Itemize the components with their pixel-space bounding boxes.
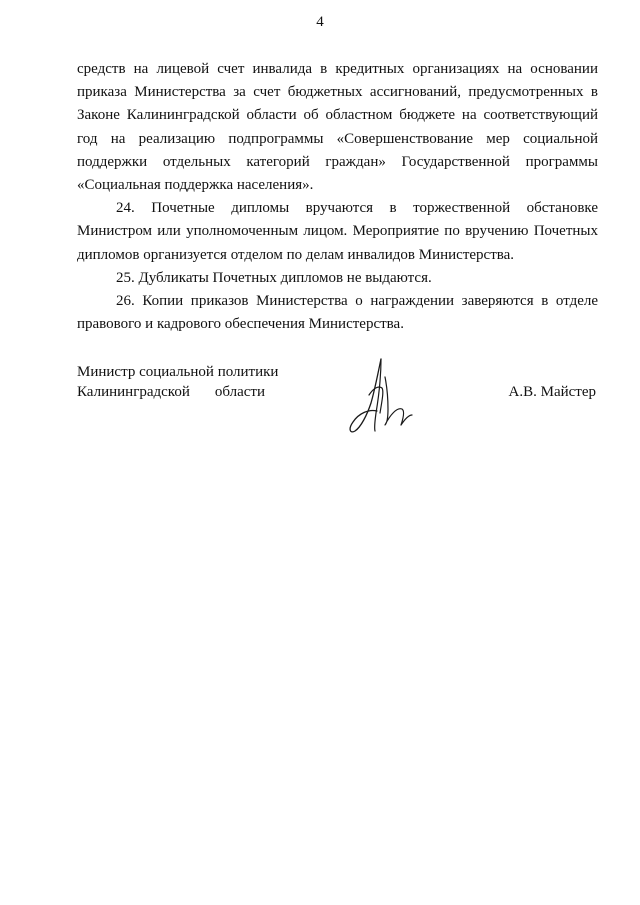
paragraph-item-26: 26. Копии приказов Министерства о награждении заверяются в отделе правового и кадрового обеспечения Министерства. xyxy=(77,293,598,333)
signer-title-line-1: Министр социальной политики xyxy=(77,364,279,380)
signer-title-line-2: Калининградской области xyxy=(77,384,265,400)
page-number: 4 xyxy=(316,14,324,30)
paragraph-item-24: 24. Почетные дипломы вручаются в торжественной обстановке Министром или уполномоченным лицом. Мероприятие по вручению Почетных дипломов организуется отделом по делам инвалидов Министерства. xyxy=(77,200,598,263)
signer-name: А.В. Майстер xyxy=(508,384,596,400)
paragraph-item-25: 25. Дубликаты Почетных дипломов не выдаются. xyxy=(116,269,432,286)
signature-block xyxy=(77,362,598,402)
paragraph-continuation: средств на лицевой счет инвалида в кредитных организациях на основании приказа Министерства за счет бюджетных ассигнований, предусмотренных в Законе Калининградской области об областном бюджете на соответствующий год на реализацию подпрограммы «Совершенствование мер социальной поддержки отдельных категорий граждан» Государственной программы «Социальная поддержка населения». xyxy=(77,61,598,194)
body-text xyxy=(77,58,598,336)
handwritten-signature-icon xyxy=(345,355,415,437)
